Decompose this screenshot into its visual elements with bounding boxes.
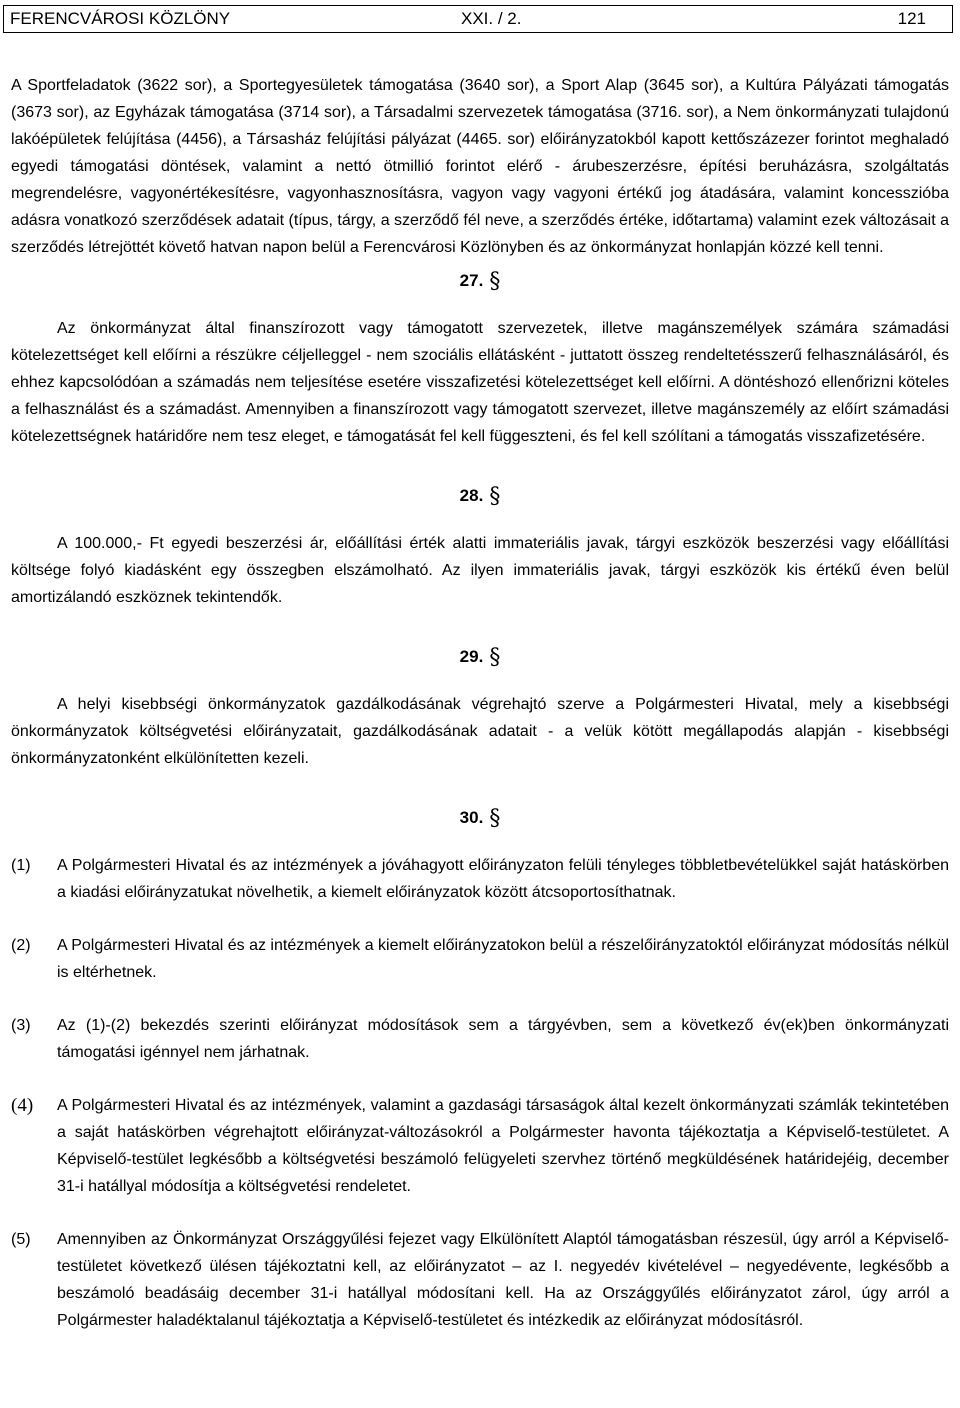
section-number: 27. <box>459 271 484 290</box>
publication-title: FERENCVÁROSI KÖZLÖNY <box>10 9 231 28</box>
item-label: (2) <box>11 937 31 955</box>
item-text: Az (1)-(2) bekezdés szerinti előirányzat módosítások sem a tárgyévben, sem a következő év(ek)ben önkormányzati támogatási igénnyel nem járhatnak. <box>57 1017 949 1062</box>
page-header <box>3 5 953 33</box>
section-heading-28 <box>11 482 949 510</box>
section-28-paragraph: A 100.000,- Ft egyedi beszerzési ár, előállítási érték alatti immateriális javak, tárgyi eszközök beszerzési vagy előállítási költsége folyó kiadásként egy összegben elszámolható. Az ilyen immateriális javak, tárgyi eszközök kis értékű éven belül amortizálandó eszköznek tekintendők. <box>11 535 949 607</box>
item-label: (3) <box>11 1017 31 1035</box>
section-heading-30 <box>11 804 949 832</box>
section-sign-icon: § <box>489 484 501 510</box>
item-text: A Polgármesteri Hivatal és az intézmények a kiemelt előirányzatokon belül a részelőirányzatoktól előirányzat módosítás nélkül is eltérhetnek. <box>57 937 949 982</box>
item-label: (5) <box>11 1231 31 1249</box>
item-text: Amennyiben az Önkormányzat Országgyűlési fejezet vagy Elkülönített Alaptól támogatásban részesül, úgy arról a Képviselő-testületet következő ülésen tájékoztatni kell, az előirányzatot – az I. negyedév kivételével – negyedévente, legkésőbb a beszámoló beadásáig december 31-i hatállyal módosítani kell. Ha az Országgyűlés előirányzatot zárol, úgy arról a Polgármester haladéktalanul tájékoztatja a Képviselő-testületet és intézkedik az előirányzat módosításról. <box>57 1231 949 1330</box>
section-sign-icon: § <box>489 645 501 671</box>
section-sign-icon: § <box>489 269 501 295</box>
section-number: 30. <box>459 808 484 828</box>
item-text: A Polgármesteri Hivatal és az intézmények, valamint a gazdasági társaságok által kezelt önkormányzati számlák tekintetében a saját hatáskörben végrehajtott előirányzat-változásokról a Polgármester havonta tájékoztatja a Képviselő-testületet. A Képviselő-testület legkésőbb a költségvetési beszámoló felügyeleti szervhez történő megküldésének határidejéig, december 31-i hatállyal módosítja a költségvetési rendeletet. <box>57 1097 949 1196</box>
item-label: (1) <box>11 857 31 875</box>
page-number: 121 <box>897 9 926 28</box>
list-item <box>11 1012 949 1066</box>
intro-paragraph: A Sportfeladatok (3622 sor), a Sportegyesületek támogatása (3640 sor), a Sport Alap (3645 sor), a Kultúra Pályázati támogatás (3673 sor), az Egyházak támogatása (3714 sor), a Társadalmi szervezetek támogatása (3716. sor), a Nem önkormányzati tulajdonú lakóépületek felújítása (4456), a Társasház felújítási pályázat (4465. sor) előirányzatokból kapott kettőszázezer forintot meghaladó egyedi támogatási döntések, valamint a nettó ötmillió forintot elérő - árubeszerzésre, építési beruházásra, szolgáltatás megrendelésre, vagyonértékesítésre, vagyonhasznosításra, vagyon vagy vagyoni értékű jog átadására, valamint koncesszióba adásra vonatkozó szerződések adatait (típus, tárgy, a szerződő fél neve, a szerződés értéke, időtartama) valamint ezek változásait a szerződés létrejöttét követő hatvan napon belül a Ferencvárosi Közlönyben és az önkormányzat honlapján közzé kell tenni. <box>11 77 949 256</box>
document-body <box>11 72 949 1360</box>
section-number: 29. <box>459 647 484 667</box>
list-item <box>11 1226 949 1334</box>
issue-number: XXI. / 2. <box>461 9 522 28</box>
list-item <box>11 1092 949 1200</box>
list-item <box>11 852 949 906</box>
item-label: (4) <box>11 1095 34 1117</box>
section-27-paragraph: Az önkormányzat által finanszírozott vagy támogatott szervezetek, illetve magánszemélyek számára számadási kötelezettséget kell előírni a részükre céljelleggel - nem szociális ellátásként - juttatott összeg rendeltetésszerű felhasználásáról, és ehhez kapcsolódóan a számadás nem teljesítése esetére visszafizetési kötelezettséget kell előírni. A döntéshozó ellenőrizni köteles a felhasználást és a számadást. Amennyiben a finanszírozott vagy támogatott szervezet, illetve magánszemély az előírt számadási kötelezettségnek határidőre nem tesz eleget, e támogatását fel kell függeszteni, és fel kell szólítani a támogatás visszafizetésére. <box>11 320 949 446</box>
section-heading-29 <box>11 643 949 671</box>
section-number: 28. <box>459 486 484 506</box>
section-sign-icon: § <box>489 806 501 832</box>
item-text: A Polgármesteri Hivatal és az intézmények a jóváhagyott előirányzaton felüli tényleges többletbevételükkel saját hatáskörben a kiadási előirányzatukat növelhetik, a kiemelt előirányzatok között átcsoportosíthatnak. <box>57 857 949 902</box>
list-item <box>11 932 949 986</box>
section-29-paragraph: A helyi kisebbségi önkormányzatok gazdálkodásának végrehajtó szerve a Polgármesteri Hivatal, mely a kisebbségi önkormányzatok költségvetési előirányzatait, gazdálkodásának adatait - a velük kötött megállapodás alapján - kisebbségi önkormányzatonként elkülönítetten kezeli. <box>11 696 949 768</box>
section-heading-27 <box>11 267 949 295</box>
